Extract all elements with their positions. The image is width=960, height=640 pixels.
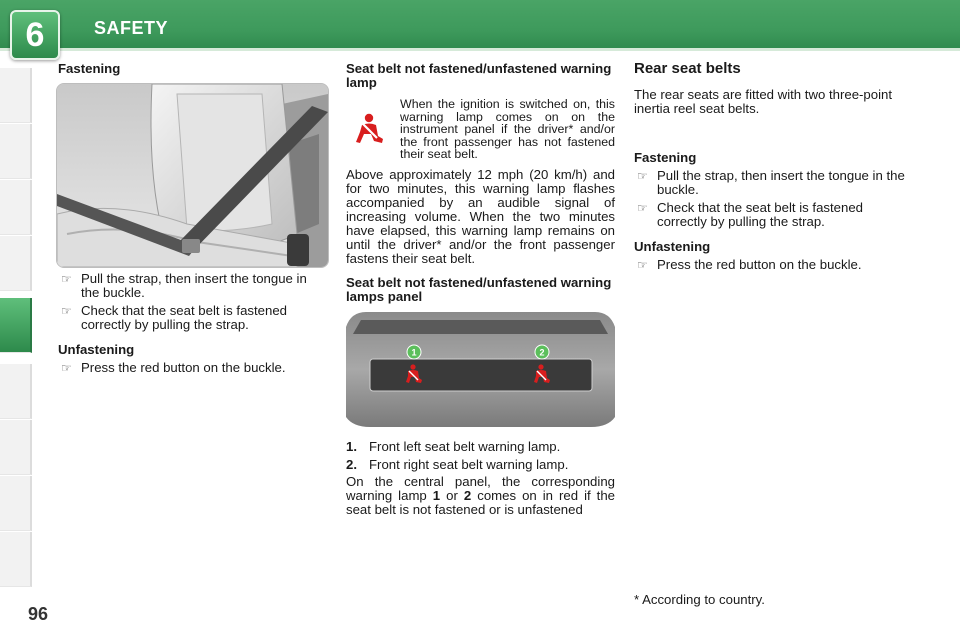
chapter-title: SAFETY	[94, 18, 169, 38]
list-item: 2. Front right seat belt warning lamp.	[346, 457, 569, 472]
chapter-tab[interactable]	[0, 532, 32, 587]
list-item: ☞ Press the red button on the buckle.	[637, 257, 862, 272]
list-item: ☞ Pull the strap, then insert the tongue in the buckle.	[61, 271, 307, 300]
lamp-label-2: 2	[539, 347, 545, 358]
warning-lamps-panel-illustration	[346, 312, 615, 427]
pointing-hand-icon: ☞	[61, 272, 72, 286]
header-divider	[0, 48, 960, 51]
rear-seat-belts-intro: The rear seats are fitted with two three-point inertia reel seat belts.	[634, 87, 893, 116]
warning-lamp-text: When the ignition is switched on, this warning lamp comes on on the instrument panel if the driver* and/or the front passenger has not fastened their seat belt.	[400, 97, 615, 161]
central-panel-text: On the central panel, the corresponding warning lamp 1 or 2 comes on in red if the seat belt is not fastened or is unfastened	[346, 474, 616, 517]
list-item: ☞ Check that the seat belt is fastened correctly by pulling the strap.	[61, 303, 287, 332]
chapter-tab-active[interactable]	[0, 298, 32, 353]
pointing-hand-icon: ☞	[637, 201, 648, 215]
right-unfastening-bullets	[634, 258, 906, 276]
chapter-tab[interactable]	[0, 364, 32, 419]
left-unfastening-heading: Unfastening	[58, 342, 135, 357]
list-item: ☞ Check that the seat belt is fastened correctly by pulling the strap.	[637, 200, 863, 229]
left-fastening-bullets	[58, 272, 328, 336]
pointing-hand-icon: ☞	[61, 361, 72, 375]
right-unfastening-heading: Unfastening	[634, 239, 711, 254]
list-item: ☞ Pull the strap, then insert the tongue in the buckle.	[637, 168, 905, 197]
chapter-tab[interactable]	[0, 180, 32, 235]
chapter-tab[interactable]	[0, 68, 32, 123]
list-item: ☞ Press the red button on the buckle.	[61, 360, 286, 375]
chapter-number-badge: 6	[10, 10, 60, 60]
chapter-tab[interactable]	[0, 124, 32, 179]
left-fastening-heading: Fastening	[58, 61, 121, 76]
numbered-list	[346, 440, 616, 476]
right-fastening-heading: Fastening	[634, 150, 697, 165]
page-number: 96	[28, 604, 49, 624]
list-item: 1. Front left seat belt warning lamp.	[346, 439, 561, 454]
seat-belt-warning-icon	[352, 112, 386, 146]
rear-seat-belts-title: Rear seat belts	[634, 60, 741, 77]
chapter-tabs	[0, 68, 34, 578]
footnote: * According to country.	[634, 592, 765, 607]
pointing-hand-icon: ☞	[637, 258, 648, 272]
left-unfastening-bullets	[58, 361, 328, 379]
lamp-label-1: 1	[411, 347, 417, 358]
warning-lamp-paragraph: Above approximately 12 mph (20 km/h) and for two minutes, this warning lamp flashes accompanied by an audible signal of increasing volume. When the two minutes have elapsed, this warning lamp remains on until the driver* and/or the front passenger fastens their seat belt.	[346, 167, 615, 266]
seat-belt-illustration	[56, 83, 329, 268]
pointing-hand-icon: ☞	[61, 304, 72, 318]
warning-lamp-heading: Seat belt not fastened/unfastened warning lamp	[346, 61, 612, 90]
right-fastening-bullets	[634, 169, 906, 233]
pointing-hand-icon: ☞	[637, 169, 648, 183]
chapter-tab[interactable]	[0, 236, 32, 291]
chapter-tab[interactable]	[0, 476, 32, 531]
chapter-tab[interactable]	[0, 420, 32, 475]
warning-panel-heading: Seat belt not fastened/unfastened warning lamps panel	[346, 275, 612, 304]
